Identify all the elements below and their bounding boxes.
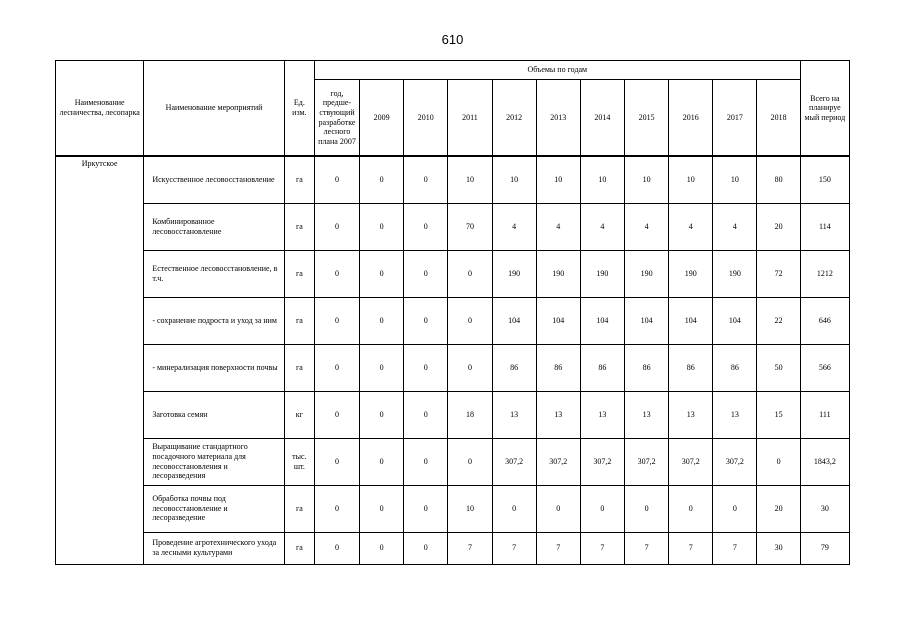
header-year: 2013 xyxy=(536,80,580,157)
value-cell: 0 xyxy=(448,297,492,344)
value-cell: 307,2 xyxy=(536,438,580,485)
activity-name: Обработка почвы под лесовосстановление и лесоразведение xyxy=(144,485,285,532)
table-row xyxy=(56,391,850,438)
value-cell: 307,2 xyxy=(713,438,757,485)
value-cell: 0 xyxy=(360,391,404,438)
value-cell: 0 xyxy=(757,438,800,485)
value-cell: 13 xyxy=(492,391,536,438)
value-cell: 72 xyxy=(757,250,800,297)
header-year: 2009 xyxy=(360,80,404,157)
value-cell: 86 xyxy=(580,344,624,391)
header-year: 2016 xyxy=(669,80,713,157)
unit-cell: га xyxy=(284,485,314,532)
value-cell: 0 xyxy=(360,250,404,297)
value-cell: 13 xyxy=(625,391,669,438)
value-cell: 0 xyxy=(448,344,492,391)
value-cell: 86 xyxy=(625,344,669,391)
value-cell: 10 xyxy=(669,156,713,203)
total-cell: 1212 xyxy=(800,250,849,297)
value-cell: 4 xyxy=(580,203,624,250)
value-cell: 86 xyxy=(713,344,757,391)
value-cell: 0 xyxy=(448,438,492,485)
value-cell: 0 xyxy=(492,485,536,532)
table-row xyxy=(56,203,850,250)
activity-name: Естественное лесовосстановление, в т.ч. xyxy=(144,250,285,297)
header-year: 2012 xyxy=(492,80,536,157)
value-cell: 10 xyxy=(625,156,669,203)
table-row xyxy=(56,438,850,485)
value-cell: 307,2 xyxy=(580,438,624,485)
value-cell: 30 xyxy=(757,532,800,564)
value-cell: 22 xyxy=(757,297,800,344)
value-cell: 13 xyxy=(713,391,757,438)
total-cell: 646 xyxy=(800,297,849,344)
value-cell: 10 xyxy=(492,156,536,203)
value-cell: 10 xyxy=(448,485,492,532)
value-cell: 7 xyxy=(536,532,580,564)
value-cell: 0 xyxy=(536,485,580,532)
value-cell: 7 xyxy=(625,532,669,564)
value-cell: 0 xyxy=(314,203,359,250)
value-cell: 0 xyxy=(404,250,448,297)
value-cell: 104 xyxy=(580,297,624,344)
value-cell: 190 xyxy=(536,250,580,297)
value-cell: 86 xyxy=(492,344,536,391)
activity-name: - минерализация поверхности почвы xyxy=(144,344,285,391)
value-cell: 0 xyxy=(314,344,359,391)
value-cell: 4 xyxy=(536,203,580,250)
unit-cell: га xyxy=(284,344,314,391)
value-cell: 80 xyxy=(757,156,800,203)
table-row xyxy=(56,297,850,344)
value-cell: 86 xyxy=(669,344,713,391)
header-year: 2010 xyxy=(404,80,448,157)
value-cell: 4 xyxy=(713,203,757,250)
value-cell: 0 xyxy=(404,485,448,532)
value-cell: 0 xyxy=(404,297,448,344)
value-cell: 7 xyxy=(669,532,713,564)
unit-cell: га xyxy=(284,203,314,250)
value-cell: 0 xyxy=(360,485,404,532)
value-cell: 0 xyxy=(314,532,359,564)
value-cell: 15 xyxy=(757,391,800,438)
value-cell: 307,2 xyxy=(492,438,536,485)
activity-name: Проведение агротехнического ухода за лесными культурами xyxy=(144,532,285,564)
total-cell: 111 xyxy=(800,391,849,438)
value-cell: 0 xyxy=(360,532,404,564)
total-cell: 1843,2 xyxy=(800,438,849,485)
value-cell: 10 xyxy=(713,156,757,203)
table-row xyxy=(56,485,850,532)
value-cell: 190 xyxy=(580,250,624,297)
value-cell: 86 xyxy=(536,344,580,391)
value-cell: 7 xyxy=(448,532,492,564)
unit-cell: тыс. шт. xyxy=(284,438,314,485)
value-cell: 10 xyxy=(536,156,580,203)
value-cell: 20 xyxy=(757,203,800,250)
value-cell: 10 xyxy=(580,156,624,203)
unit-cell: га xyxy=(284,532,314,564)
value-cell: 307,2 xyxy=(625,438,669,485)
value-cell: 0 xyxy=(314,250,359,297)
total-cell: 30 xyxy=(800,485,849,532)
value-cell: 0 xyxy=(404,156,448,203)
value-cell: 307,2 xyxy=(669,438,713,485)
value-cell: 4 xyxy=(625,203,669,250)
header-activity: Наименование мероприятий xyxy=(144,61,285,157)
header-year: 2014 xyxy=(580,80,624,157)
total-cell: 114 xyxy=(800,203,849,250)
value-cell: 0 xyxy=(404,438,448,485)
value-cell: 0 xyxy=(713,485,757,532)
table-row xyxy=(56,344,850,391)
value-cell: 190 xyxy=(625,250,669,297)
value-cell: 7 xyxy=(713,532,757,564)
value-cell: 104 xyxy=(625,297,669,344)
header-unit: Ед. изм. xyxy=(284,61,314,157)
value-cell: 0 xyxy=(448,250,492,297)
activity-name: Искусственное лесовосстановление xyxy=(144,156,285,203)
value-cell: 0 xyxy=(314,156,359,203)
header-year: 2015 xyxy=(625,80,669,157)
value-cell: 190 xyxy=(669,250,713,297)
value-cell: 0 xyxy=(314,438,359,485)
forest-plan-table xyxy=(55,60,850,565)
value-cell: 0 xyxy=(669,485,713,532)
value-cell: 13 xyxy=(536,391,580,438)
value-cell: 104 xyxy=(669,297,713,344)
value-cell: 0 xyxy=(314,391,359,438)
value-cell: 0 xyxy=(360,438,404,485)
value-cell: 0 xyxy=(404,344,448,391)
table-row xyxy=(56,250,850,297)
unit-cell: кг xyxy=(284,391,314,438)
header-year: 2017 xyxy=(713,80,757,157)
value-cell: 70 xyxy=(448,203,492,250)
value-cell: 4 xyxy=(492,203,536,250)
forestry-name: Иркутское xyxy=(56,156,144,564)
value-cell: 7 xyxy=(492,532,536,564)
header-forestry: Наименование лесничества, лесопарка xyxy=(56,61,144,157)
total-cell: 150 xyxy=(800,156,849,203)
header-year: 2018 xyxy=(757,80,800,157)
header-total: Всего на планируе мый период xyxy=(800,61,849,157)
unit-cell: га xyxy=(284,250,314,297)
table-row xyxy=(56,532,850,564)
value-cell: 0 xyxy=(404,391,448,438)
value-cell: 20 xyxy=(757,485,800,532)
value-cell: 0 xyxy=(360,344,404,391)
total-cell: 79 xyxy=(800,532,849,564)
value-cell: 190 xyxy=(713,250,757,297)
activity-name: Заготовка семян xyxy=(144,391,285,438)
value-cell: 104 xyxy=(492,297,536,344)
value-cell: 0 xyxy=(404,203,448,250)
value-cell: 104 xyxy=(713,297,757,344)
value-cell: 13 xyxy=(669,391,713,438)
total-cell: 566 xyxy=(800,344,849,391)
activity-name: - сохранение подроста и уход за ним xyxy=(144,297,285,344)
activity-name: Выращивание стандартного посадочного материала для лесовосстановления и лесоразведения xyxy=(144,438,285,485)
value-cell: 0 xyxy=(314,297,359,344)
value-cell: 190 xyxy=(492,250,536,297)
value-cell: 18 xyxy=(448,391,492,438)
page-number: 610 xyxy=(441,32,464,47)
value-cell: 0 xyxy=(580,485,624,532)
value-cell: 0 xyxy=(360,203,404,250)
unit-cell: га xyxy=(284,156,314,203)
value-cell: 4 xyxy=(669,203,713,250)
table-row xyxy=(56,156,850,203)
value-cell: 0 xyxy=(360,297,404,344)
value-cell: 0 xyxy=(404,532,448,564)
value-cell: 0 xyxy=(625,485,669,532)
activity-name: Комбинированное лесовосстановление xyxy=(144,203,285,250)
value-cell: 104 xyxy=(536,297,580,344)
header-volumes-by-year: Объемы по годам xyxy=(314,61,800,80)
value-cell: 0 xyxy=(314,485,359,532)
value-cell: 7 xyxy=(580,532,624,564)
value-cell: 10 xyxy=(448,156,492,203)
header-prev-year: год, предше-ствующий разработке лесного плана 2007 xyxy=(314,80,359,157)
value-cell: 50 xyxy=(757,344,800,391)
header-year: 2011 xyxy=(448,80,492,157)
unit-cell: га xyxy=(284,297,314,344)
value-cell: 0 xyxy=(360,156,404,203)
value-cell: 13 xyxy=(580,391,624,438)
